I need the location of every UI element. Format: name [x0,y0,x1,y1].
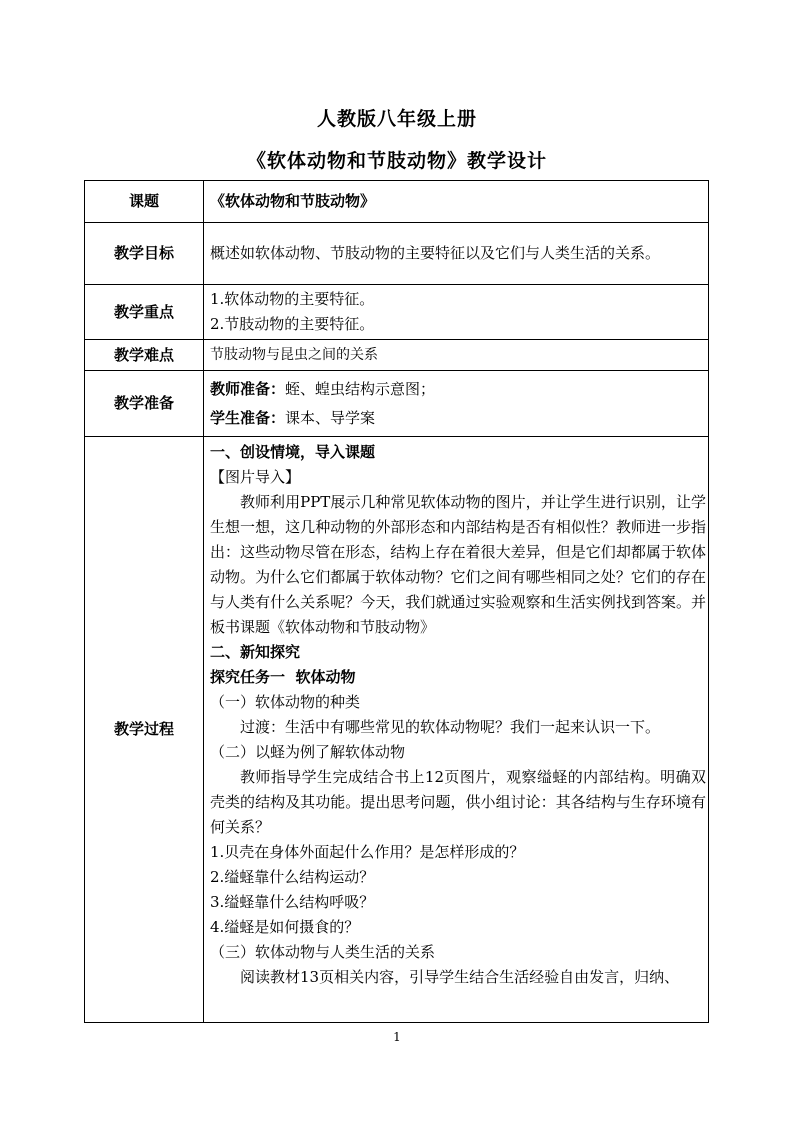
row-content [204,340,709,371]
row-content [204,371,709,437]
row-content [204,285,709,340]
row-content [204,181,709,223]
row-label: 教学过程 [85,437,204,1023]
objective-text: 概述如软体动物、节肢动物的主要特征以及它们与人类生活的关系。 [210,244,661,262]
table-row [85,437,709,1023]
reading-text: 阅读教材13页相关内容，引导学生结合生活经验自由发言，归纳、 [240,968,680,986]
table-row [85,371,709,437]
difficulty-text: 节肢动物与昆虫之间的关系 [210,346,378,363]
observation-paragraph: 教师指导学生完成结合书上12页图片，观察缢蛏的内部结构。明确双壳类的结构及其功能。提出思考问题，供小组讨论：其各结构与生存环境有何关系？ [210,768,706,836]
page-number: 1 [393,1030,401,1044]
student-prep [210,406,708,431]
section-heading-1: 一、创设情境，导入课题 [210,443,376,461]
student-prep-label: 学生准备： [210,408,286,427]
process-content [204,437,709,1023]
key-point-1: 1.软体动物的主要特征。 [210,290,375,308]
row-label: 教学准备 [85,371,204,437]
document-title-line1: 人教版八年级上册 [316,108,477,130]
sub-heading-3: （三）软体动物与人类生活的关系 [210,943,436,961]
table-row [85,181,709,223]
row-label: 教学目标 [85,223,204,285]
sub-heading-1: （一）软体动物的种类 [210,693,361,711]
topic-text: 《软体动物和节肢动物》 [210,192,376,210]
section-subheading: 【图片导入】 [210,468,301,486]
row-label: 教学难点 [85,340,204,371]
section-heading-2: 二、新知探究 [210,643,301,661]
question-1: 1.贝壳在身体外面起什么作用？是怎样形成的？ [210,843,525,861]
table-row [85,340,709,371]
row-content [204,223,709,285]
question-3: 3.缢蛏靠什么结构呼吸？ [210,893,375,911]
document-title-line2: 《软体动物和节肢动物》教学设计 [246,150,547,172]
question-4: 4.缢蛏是如何摄食的？ [210,918,360,936]
teacher-prep [210,377,708,402]
table-row [85,223,709,285]
lesson-plan-table [84,180,709,1023]
key-point-2: 2.节肢动物的主要特征。 [210,315,375,333]
intro-paragraph: 教师利用PPT展示几种常见软体动物的图片，并让学生进行识别，让学生想一想，这几种动物的外部形态和内部结构是否有相似性？教师进一步指出：这些动物尽管在形态，结构上存在着很大差异，但是它们却都属于软体动物。为什么它们都属于软体动物？它们之间有哪些相同之处？它们的存在与人类有什么关系呢？今天，我们就通过实验观察和生活实例找到答案。并板书课题《软体动物和节肢动物》 [210,493,706,636]
question-2: 2.缢蛏靠什么结构运动？ [210,868,375,886]
table-row [85,285,709,340]
task-heading: 探究任务一 软体动物 [210,668,356,686]
row-label: 教学重点 [85,285,204,340]
sub-heading-2: （二）以蛏为例了解软体动物 [210,743,406,761]
student-prep-text: 课本、导学案 [285,408,376,427]
transition-text: 过渡：生活中有哪些常见的软体动物呢？我们一起来认识一下。 [240,718,661,736]
row-label: 课题 [85,181,204,223]
teacher-prep-text: 蛭、蝗虫结构示意图； [285,379,436,398]
teacher-prep-label: 教师准备： [210,379,286,398]
